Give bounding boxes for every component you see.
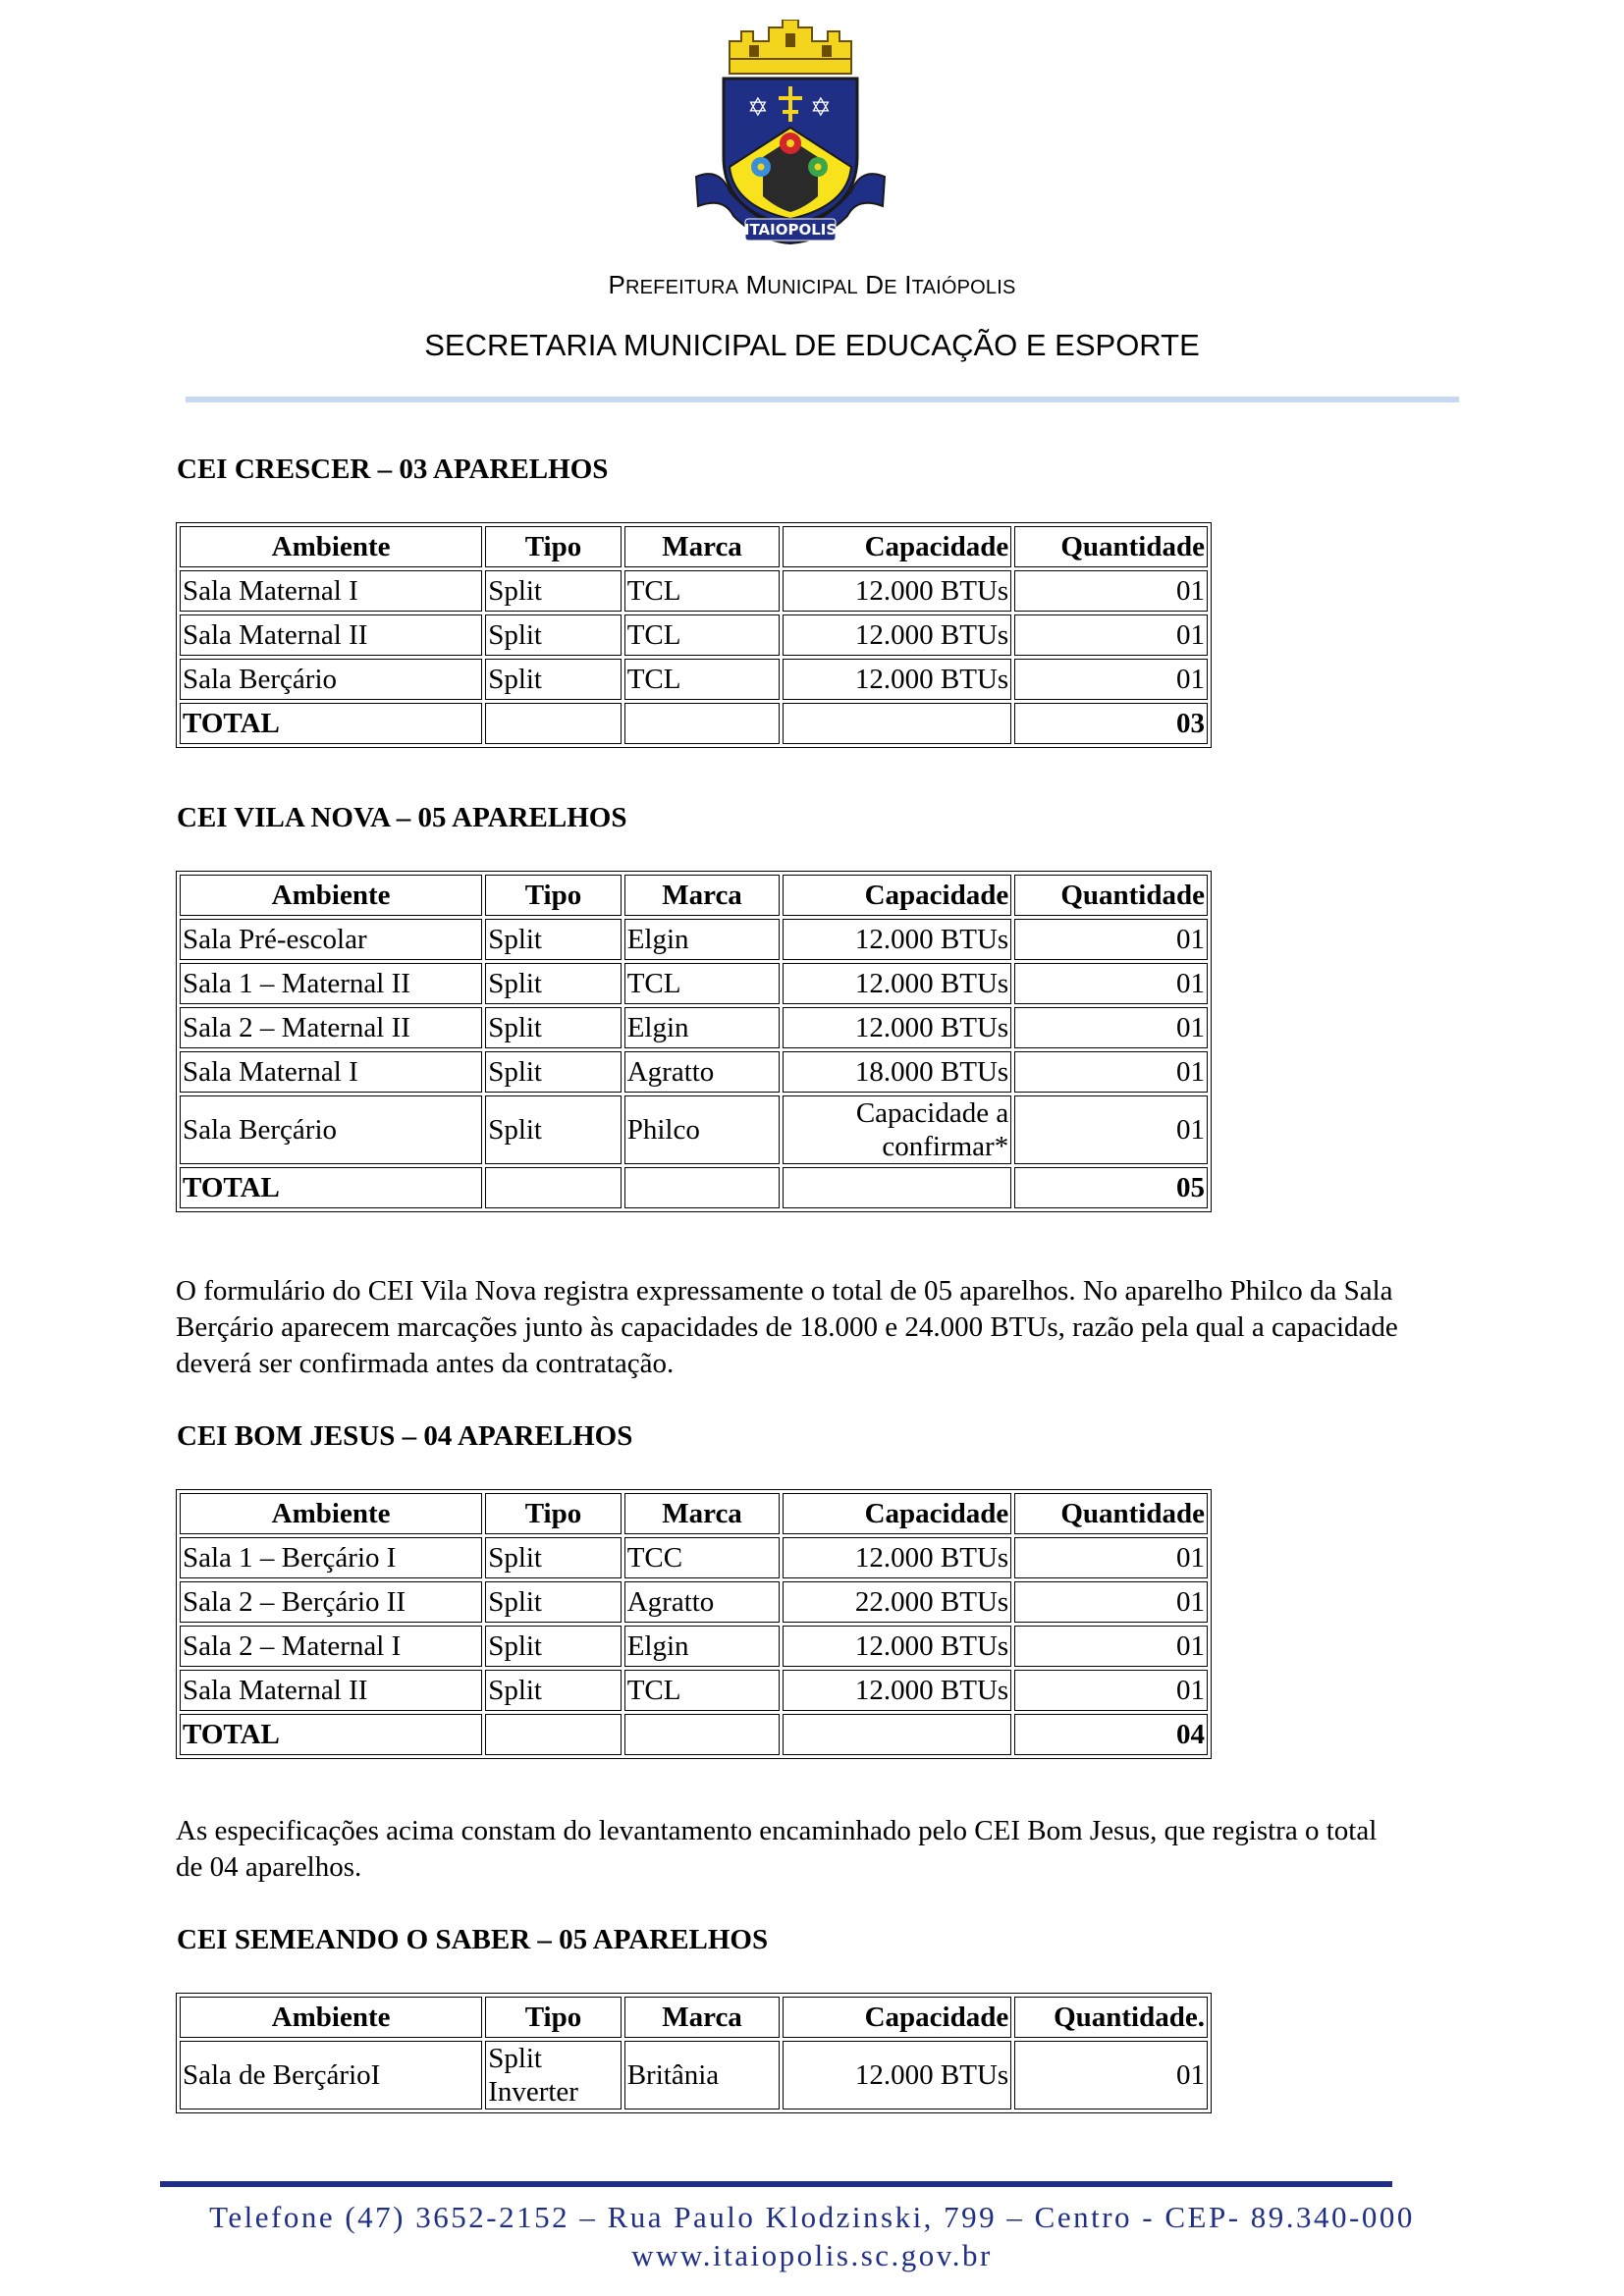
cell-ambiente: Sala Maternal I bbox=[180, 1051, 482, 1093]
total-label: TOTAL bbox=[180, 703, 482, 744]
cell-quantidade: 01 bbox=[1014, 919, 1208, 960]
table-row bbox=[180, 1095, 1208, 1164]
table-total-row bbox=[180, 1714, 1208, 1755]
cell-quantidade: 01 bbox=[1014, 1626, 1208, 1667]
cell-capacidade: 12.000 BTUs bbox=[783, 963, 1011, 1004]
table-row bbox=[180, 570, 1208, 612]
table-total-row bbox=[180, 1167, 1208, 1208]
cell-quantidade: 01 bbox=[1014, 1095, 1208, 1164]
table-header-row bbox=[180, 875, 1208, 916]
cell-tipo: Split bbox=[485, 919, 622, 960]
col-header-marca: Marca bbox=[624, 875, 781, 916]
crest-banner-text: ITAIOPOLIS bbox=[743, 221, 838, 239]
table-row bbox=[180, 2041, 1208, 2109]
table-row bbox=[180, 614, 1208, 656]
cell-marca: TCC bbox=[624, 1537, 781, 1578]
header-line-2: SECRETARIA MUNICIPAL DE EDUCAÇÃO E ESPORTE bbox=[424, 328, 1200, 362]
cell-tipo: Split bbox=[485, 1670, 622, 1711]
table-header-row bbox=[180, 1997, 1208, 2038]
col-header-quantidade: Quantidade bbox=[1014, 875, 1208, 916]
cell-ambiente: Sala 1 – Berçário I bbox=[180, 1537, 482, 1578]
cell-ambiente: Sala Berçário bbox=[180, 1095, 482, 1164]
table-row bbox=[180, 1051, 1208, 1093]
header-line-1: PREFEITURA MUNICIPAL DE ITAIÓPOLIS bbox=[608, 270, 1016, 299]
cell-ambiente: Sala 2 – Berçário II bbox=[180, 1581, 482, 1623]
cell-empty bbox=[624, 1167, 781, 1208]
table-row bbox=[180, 1581, 1208, 1623]
cell-ambiente: Sala Pré-escolar bbox=[180, 919, 482, 960]
cell-capacidade: 18.000 BTUs bbox=[783, 1051, 1011, 1093]
cell-marca: Philco bbox=[624, 1095, 781, 1164]
table-row bbox=[180, 963, 1208, 1004]
col-header-capacidade: Capacidade bbox=[783, 526, 1011, 567]
cell-empty bbox=[485, 703, 622, 744]
table-row bbox=[180, 919, 1208, 960]
col-header-tipo: Tipo bbox=[485, 526, 622, 567]
col-header-capacidade: Capacidade bbox=[783, 875, 1011, 916]
table-row bbox=[180, 1670, 1208, 1711]
section-title-cei-vila-nova: CEI VILA NOVA – 05 APARELHOS bbox=[177, 802, 627, 833]
col-header-ambiente: Ambiente bbox=[180, 875, 482, 916]
total-label: TOTAL bbox=[180, 1167, 482, 1208]
cell-tipo: Split bbox=[485, 659, 622, 700]
cell-quantidade: 01 bbox=[1014, 1007, 1208, 1048]
cell-capacidade: 12.000 BTUs bbox=[783, 919, 1011, 960]
col-header-tipo: Tipo bbox=[485, 875, 622, 916]
table-cei-bom-jesus bbox=[176, 1489, 1212, 1759]
cell-capacidade: Capacidade a confirmar* bbox=[783, 1095, 1011, 1164]
col-header-capacidade: Capacidade bbox=[783, 1997, 1011, 2038]
cell-empty bbox=[624, 703, 781, 744]
svg-text:✡: ✡ bbox=[747, 93, 769, 123]
total-value: 04 bbox=[1014, 1714, 1208, 1755]
cell-capacidade: 22.000 BTUs bbox=[783, 1581, 1011, 1623]
table-row bbox=[180, 659, 1208, 700]
table-row bbox=[180, 1537, 1208, 1578]
cell-capacidade: 12.000 BTUs bbox=[783, 1626, 1011, 1667]
cell-quantidade: 01 bbox=[1014, 1581, 1208, 1623]
table-row bbox=[180, 1007, 1208, 1048]
col-header-ambiente: Ambiente bbox=[180, 1997, 482, 2038]
cell-ambiente: Sala Maternal II bbox=[180, 614, 482, 656]
col-header-quantidade: Quantidade bbox=[1014, 1493, 1208, 1534]
svg-text:✡: ✡ bbox=[810, 93, 832, 123]
table-row bbox=[180, 1626, 1208, 1667]
cell-quantidade: 01 bbox=[1014, 1670, 1208, 1711]
cell-empty bbox=[485, 1714, 622, 1755]
footer-contact: Telefone (47) 3652-2152 – Rua Paulo Klodzinski, 799 – Centro - CEP- 89.340-000 bbox=[209, 2200, 1415, 2234]
col-header-tipo: Tipo bbox=[485, 1997, 622, 2038]
cell-marca: Elgin bbox=[624, 919, 781, 960]
section-title-cei-crescer: CEI CRESCER – 03 APARELHOS bbox=[177, 454, 609, 485]
cell-capacidade: 12.000 BTUs bbox=[783, 1537, 1011, 1578]
cell-marca: TCL bbox=[624, 570, 781, 612]
table-cei-crescer bbox=[176, 522, 1212, 748]
cell-tipo: Split bbox=[485, 1007, 622, 1048]
cell-empty bbox=[783, 1167, 1011, 1208]
cell-capacidade: 12.000 BTUs bbox=[783, 1670, 1011, 1711]
cell-capacidade: 12.000 BTUs bbox=[783, 659, 1011, 700]
municipal-crest-logo bbox=[690, 20, 891, 247]
cell-tipo: Split bbox=[485, 1581, 622, 1623]
cell-marca: TCL bbox=[624, 659, 781, 700]
cell-quantidade: 01 bbox=[1014, 614, 1208, 656]
cell-marca: TCL bbox=[624, 963, 781, 1004]
cell-marca: Elgin bbox=[624, 1626, 781, 1667]
table-header-row bbox=[180, 526, 1208, 567]
cell-tipo: Split Inverter bbox=[485, 2041, 622, 2109]
col-header-ambiente: Ambiente bbox=[180, 1493, 482, 1534]
table-cei-vila-nova bbox=[176, 871, 1212, 1212]
col-header-marca: Marca bbox=[624, 526, 781, 567]
cell-ambiente: Sala de BerçárioI bbox=[180, 2041, 482, 2109]
total-label: TOTAL bbox=[180, 1714, 482, 1755]
col-header-quantidade: Quantidade. bbox=[1014, 1997, 1208, 2038]
cell-quantidade: 01 bbox=[1014, 570, 1208, 612]
cell-quantidade: 01 bbox=[1014, 1051, 1208, 1093]
cell-quantidade: 01 bbox=[1014, 2041, 1208, 2109]
cell-tipo: Split bbox=[485, 1537, 622, 1578]
col-header-quantidade: Quantidade bbox=[1014, 526, 1208, 567]
cell-marca: Agratto bbox=[624, 1051, 781, 1093]
cell-marca: Elgin bbox=[624, 1007, 781, 1048]
total-value: 03 bbox=[1014, 703, 1208, 744]
cell-empty bbox=[783, 1714, 1011, 1755]
note-cei-bom-jesus: As especificações acima constam do levantamento encaminhado pelo CEI Bom Jesus, que registra o total de 04 aparelhos. bbox=[176, 1815, 1378, 1883]
cell-ambiente: Sala 2 – Maternal I bbox=[180, 1626, 482, 1667]
cell-tipo: Split bbox=[485, 1095, 622, 1164]
section-title-cei-semeando-o-saber: CEI SEMEANDO O SABER – 05 APARELHOS bbox=[177, 1924, 769, 1955]
cell-tipo: Split bbox=[485, 614, 622, 656]
cell-capacidade: 12.000 BTUs bbox=[783, 614, 1011, 656]
section-title-cei-bom-jesus: CEI BOM JESUS – 04 APARELHOS bbox=[177, 1420, 633, 1452]
cell-capacidade: 12.000 BTUs bbox=[783, 2041, 1011, 2109]
cell-quantidade: 01 bbox=[1014, 963, 1208, 1004]
cell-ambiente: Sala Maternal I bbox=[180, 570, 482, 612]
cell-marca: TCL bbox=[624, 1670, 781, 1711]
cell-empty bbox=[783, 703, 1011, 744]
cell-quantidade: 01 bbox=[1014, 659, 1208, 700]
cell-tipo: Split bbox=[485, 1051, 622, 1093]
cell-tipo: Split bbox=[485, 963, 622, 1004]
col-header-tipo: Tipo bbox=[485, 1493, 622, 1534]
cell-capacidade: 12.000 BTUs bbox=[783, 570, 1011, 612]
col-header-capacidade: Capacidade bbox=[783, 1493, 1011, 1534]
total-value: 05 bbox=[1014, 1167, 1208, 1208]
table-cei-semeando-o-saber bbox=[176, 1993, 1212, 2113]
note-cei-vila-nova: O formulário do CEI Vila Nova registra expressamente o total de 05 aparelhos. No aparelho Philco da Sala Berçário aparecem marcações junto às capacidades de 18.000 e 24.000 BTUs, razão pela qual a capacidade deverá ser confirmada antes da contratação. bbox=[176, 1275, 1398, 1379]
cell-marca: Agratto bbox=[624, 1581, 781, 1623]
cell-capacidade: 12.000 BTUs bbox=[783, 1007, 1011, 1048]
footer-divider bbox=[160, 2181, 1392, 2187]
table-total-row bbox=[180, 703, 1208, 744]
header-divider bbox=[186, 397, 1459, 402]
cell-ambiente: Sala 2 – Maternal II bbox=[180, 1007, 482, 1048]
cell-quantidade: 01 bbox=[1014, 1537, 1208, 1578]
cell-tipo: Split bbox=[485, 570, 622, 612]
col-header-marca: Marca bbox=[624, 1493, 781, 1534]
cell-empty bbox=[624, 1714, 781, 1755]
cell-tipo: Split bbox=[485, 1626, 622, 1667]
cell-empty bbox=[485, 1167, 622, 1208]
cell-ambiente: Sala Berçário bbox=[180, 659, 482, 700]
col-header-ambiente: Ambiente bbox=[180, 526, 482, 567]
footer-website: www.itaiopolis.sc.gov.br bbox=[631, 2238, 993, 2272]
cell-marca: Britânia bbox=[624, 2041, 781, 2109]
col-header-marca: Marca bbox=[624, 1997, 781, 2038]
cell-ambiente: Sala 1 – Maternal II bbox=[180, 963, 482, 1004]
cell-ambiente: Sala Maternal II bbox=[180, 1670, 482, 1711]
table-header-row bbox=[180, 1493, 1208, 1534]
cell-marca: TCL bbox=[624, 614, 781, 656]
